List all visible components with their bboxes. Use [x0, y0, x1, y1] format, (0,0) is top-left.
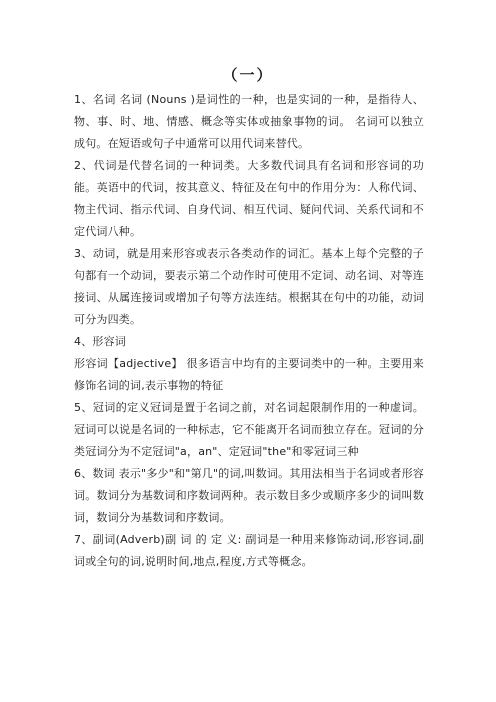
paragraph-pronouns: 2、代词是代替名词的一种词类。大多数代词具有名词和形容词的功能。英语中的代词，按其意义、特征及在句中的作用分为：人称代词、物主代词、指示代词、自身代词、相互代词、疑问代词、关系代词和不定代词八种。	[74, 159, 424, 238]
document-body	[74, 89, 424, 573]
paragraph-adverbs: 7、副词(Adverb)副 词 的 定 义: 副词是一种用来修饰动词,形容词,副词或全句的词,说明时间,地点,程度,方式等概念。	[74, 533, 424, 568]
paragraph-adjective-heading: 4、形容词	[74, 335, 126, 348]
paragraph-verbs: 3、动词，就是用来形容或表示各类动作的词汇。基本上每个完整的子句都有一个动词，要表示第二个动作时可使用不定词、动名词、对等连接词、从属连接词或增加子句等方法连结。根据其在句中的功能，动词可分为四类。	[74, 247, 424, 326]
paragraph-numerals: 6、数词 表示"多少"和"第几"的词,叫数词。其用法相当于名词或者形容词。数词分为基数词和序数词两种。表示数目多少或顺序多少的词叫数词，数词分为基数词和序数词。	[74, 467, 424, 524]
paragraph-nouns: 1、名词 名词 (Nouns )是词性的一种，也是实词的一种，是指待人、物、事、时、地、情感、概念等实体或抽象事物的词。 名词可以独立成句。在短语或句子中通常可以用代词来替代。	[74, 93, 424, 150]
paragraph-adjective: 形容词【adjective】 很多语言中均有的主要词类中的一种。主要用来修饰名词的词,表示事物的特征	[74, 357, 424, 392]
document-title: （一）	[222, 66, 274, 84]
paragraph-articles: 5、冠词的定义冠词是置于名词之前，对名词起限制作用的一种虚词。冠词可以说是名词的一种标志，它不能离开名词而独立存在。冠词的分类冠词分为不定冠词"a，an"、定冠词"the"和零冠词三种	[74, 401, 424, 458]
